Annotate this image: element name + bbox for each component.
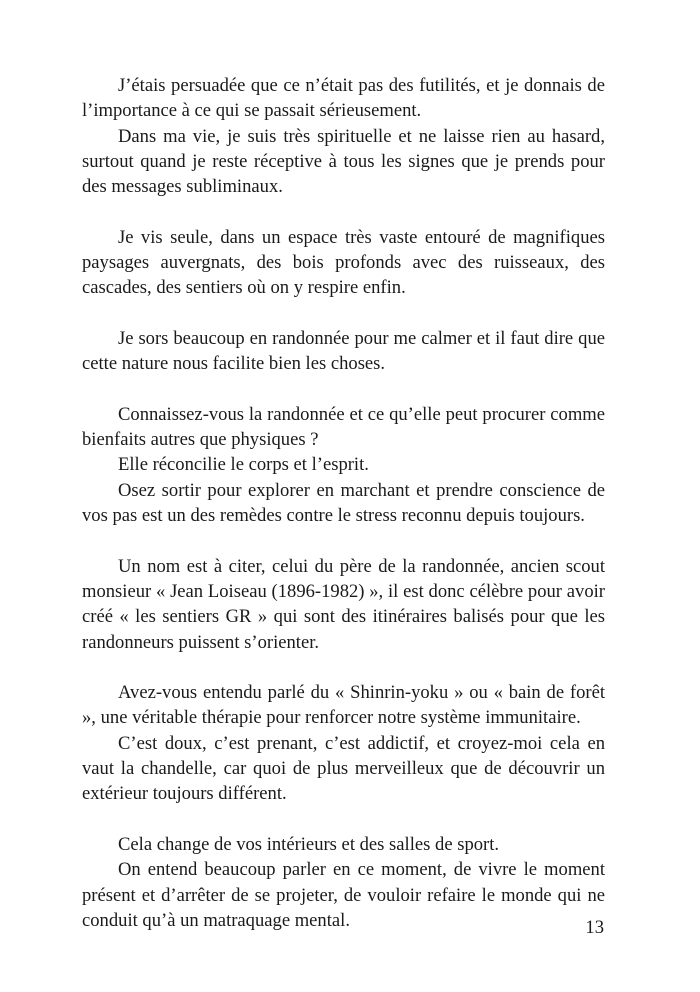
paragraph: J’étais persuadée que ce n’était pas des futilités, et je donnais de l’importance à ce qui se passait sérieusement. xyxy=(82,75,605,122)
page-number: 13 xyxy=(585,917,604,938)
paragraph: Cela change de vos intérieurs et des salles de sport. xyxy=(118,833,500,855)
body-text xyxy=(82,73,605,933)
paragraph: Je sors beaucoup en randonnée pour me calmer et il faut dire que cette nature nous facilite bien les choses. xyxy=(82,327,605,375)
paragraph: Je vis seule, dans un espace très vaste entouré de magnifiques paysages auvergnats, des bois profonds avec des ruisseaux, des cascades, des sentiers où on y respire enfin. xyxy=(82,226,605,299)
paragraph: Un nom est à citer, celui du père de la randonnée, ancien scout monsieur « Jean Loiseau (1896-1982) », il est donc célèbre pour avoir créé « les sentiers GR » qui sont des itinéraires balisés pour que les randonneurs puissent s’orienter. xyxy=(82,555,605,653)
paragraph: On entend beaucoup parler en ce moment, de vivre le moment présent et d’arrêter de se projeter, de vouloir refaire le monde qui ne conduit qu’à un matraquage mental. xyxy=(82,859,605,931)
paragraph: Dans ma vie, je suis très spirituelle et ne laisse rien au hasard, surtout quand je reste réceptive à tous les signes que je prends pour des messages subliminaux. xyxy=(82,125,605,198)
paragraph: Avez-vous entendu parlé du « Shinrin-yoku » ou « bain de forêt », une véritable thérapie pour renforcer notre système immunitaire. xyxy=(82,682,605,729)
paragraph: Osez sortir pour explorer en marchant et prendre conscience de vos pas est un des remèdes contre le stress reconnu depuis toujours. xyxy=(82,479,605,527)
paragraph: C’est doux, c’est prenant, c’est addictif, et croyez-moi cela en vaut la chandelle, car quoi de plus merveilleux que de découvrir un extérieur toujours différent. xyxy=(82,732,605,805)
paragraph: Connaissez-vous la randonnée et ce qu’elle peut procurer comme bienfaits autres que physiques ? xyxy=(82,403,605,451)
paragraph: Elle réconcilie le corps et l’esprit. xyxy=(118,454,369,476)
